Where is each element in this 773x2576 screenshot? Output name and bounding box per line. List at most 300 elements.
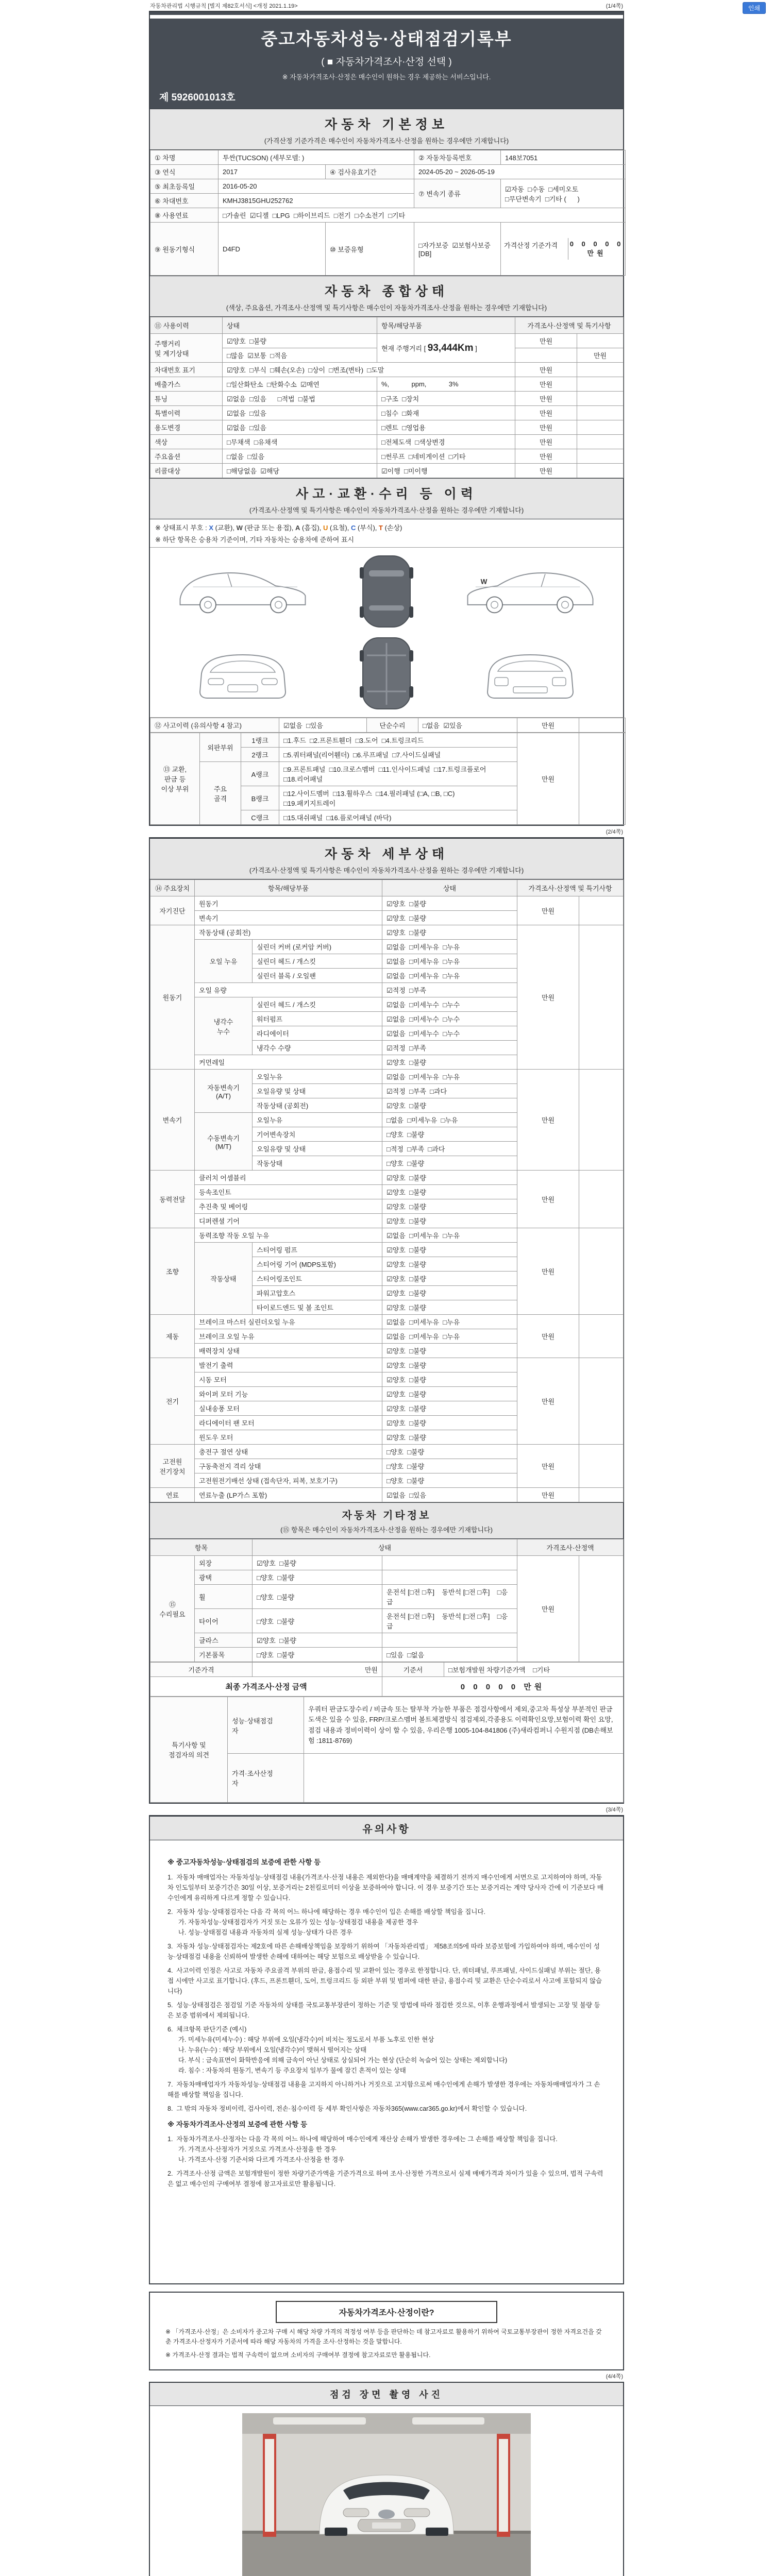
rank2-label: 2랭크 <box>241 748 279 762</box>
device-label: 제동 <box>150 1315 195 1358</box>
item-state: ☑양호 □불량 <box>382 1214 517 1228</box>
group-price: 만원 <box>517 925 579 1070</box>
document <box>149 0 629 2576</box>
item-state: ☑양호 □불량 <box>382 1300 517 1315</box>
panel-exchange-note <box>579 733 626 825</box>
state-symbol-legend: ※ 상태표시 부호 : X (교환), W (판금 또는 용접), A (흠집), U (요철), C (부식), T (손상) <box>155 524 402 532</box>
item-label: 라디에이터 <box>253 1026 382 1041</box>
item-label: 기어변속장치 <box>253 1127 382 1142</box>
item-label: 라디에이터 팬 모터 <box>195 1416 382 1430</box>
item-label: 타이어 <box>195 1609 253 1633</box>
repair-mark-w: W <box>480 578 487 586</box>
item-extra <box>382 1633 517 1648</box>
col-device: ⑭ 주요장치 <box>150 880 195 896</box>
warranty-value: □자가보증 ☑보험사보증 [DB] <box>414 223 501 276</box>
item-label: 추진축 및 베어링 <box>195 1199 382 1214</box>
appraiser-opinion <box>304 1754 624 1803</box>
item-label: 동력조향 작동 오일 누유 <box>195 1228 382 1243</box>
group-price: 만원 <box>517 1358 579 1445</box>
device-label: 변속기 <box>150 1070 195 1171</box>
overall-state-table <box>150 317 624 478</box>
row-state: □없음 □있음 <box>223 449 377 464</box>
item-state: ☑없음 □있음 <box>382 1488 517 1502</box>
row-price: 만원 <box>515 363 577 377</box>
car-diagram-area <box>150 548 623 718</box>
inspector-opinion: 우쿼터 판금도장수리 / 비금속 또는 탈부착 가능한 부품은 점검사항에서 제외,중고차 특성상 부분적인 판금도색은 있을 수 있음, FRP/크로스멤버 볼트체결방식 점검제외,각종용도 이력확인요망,보험이력 확인 요망, 점검 내용과 정비이력이 상이 할 수 있음, 우리은행 1005-104-841806 (주)새라컴퍼니 수원지점 (DB손해보험 :1811-8769) <box>304 1697 624 1754</box>
overall-title: 자동차 종합상태 <box>325 284 448 299</box>
item-state: ☑양호 □불량 <box>382 1185 517 1199</box>
item-label: 원동기 <box>195 896 382 911</box>
row-price-note <box>577 377 624 392</box>
form-meta: 자동차관리법 시행규칙 [별지 제82호서식] <개정 2021.1.19> <box>150 3 298 9</box>
overall-band <box>150 276 623 317</box>
row-price: 만원 <box>515 406 577 420</box>
row-price: 만원 <box>515 435 577 449</box>
transmission-label: ⑦ 변속기 종류 <box>414 179 501 208</box>
col-price: 가격조사·산정액 <box>517 1539 624 1556</box>
row-price: 만원 <box>577 348 624 363</box>
item-state: ☑양호 □불량 <box>382 1055 517 1070</box>
price-definition-lines <box>165 2327 608 2360</box>
notice-item: 4. 사고이력 인정은 사고로 자동차 주요골격 부위의 판금, 용접수리 및 교환이 있는 경우로 한정합니다. 단, 쿼터패널, 루프패널, 사이드실패널 부위는 절단, 용접 시에만 사고로 표기합니다. (후드, 프론트휀더, 도어, 트렁크리드 등 외판 부위 및 범퍼에 대한 판금, 용접수리 및 교환은 단순수리로서 사고에 포함되지 않습니다) <box>167 1967 602 1995</box>
item-state: ☑없음 □미세누수 □누수 <box>382 1012 517 1026</box>
legend-symbol-X: X <box>209 524 213 532</box>
overall-row <box>150 449 624 464</box>
std-price-value: 만원 <box>253 1663 382 1677</box>
item-state: □양호 □불량 <box>382 1445 517 1459</box>
document-title: 중고자동차성능·상태점검기록부 <box>261 29 512 48</box>
item-label: 구동축전지 격리 상태 <box>195 1459 382 1473</box>
notice-item: 8. 그 밖의 자동차 정비이력, 검사이력, 전손·침수이력 등 세부 확인사항은 자동차365(www.car365.go.kr)에서 확인할 수 있습니다. <box>167 2105 527 2112</box>
car-diagram-top-view <box>353 553 420 630</box>
item-state: ☑양호 □불량 <box>382 1286 517 1300</box>
item-label: 스티어링조인트 <box>253 1272 382 1286</box>
item-label: 광택 <box>195 1570 253 1585</box>
item-label: 워터펌프 <box>253 1012 382 1026</box>
page-marker-1: (1/4쪽) <box>606 3 623 9</box>
item-state: ☑양호 □불량 <box>253 1556 382 1570</box>
detail-row <box>150 1070 624 1084</box>
notice-title: 유의사항 <box>362 1824 411 1835</box>
item-label: 변속기 <box>195 911 382 925</box>
final-price-value: 0 0 0 0 0 만원 <box>382 1677 624 1697</box>
item-state: ☑양호 □불량 <box>382 1272 517 1286</box>
notice-item: 2. 가격조사·산정 금액은 보험개발원이 정한 차량기준가액을 기준가격으로 하여 조사·산정한 가격으로서 실제 매매가격과 차이가 있을 수 있으며, 법적 구속력은 없고 매수인의 구매여부 결정에 참고자료로만 활용됩니다. <box>167 2170 603 2188</box>
item-state: ☑양호 □불량 <box>382 911 517 925</box>
row-label: 배출가스 <box>150 377 223 392</box>
item-label: 윈도우 모터 <box>195 1430 382 1445</box>
device-label: 원동기 <box>150 925 195 1070</box>
row-label: 용도변경 <box>150 420 223 435</box>
etc-title: 자동차 기타정보 <box>342 1510 431 1521</box>
notice-item: 2. 자동차 성능·상태점검자는 다음 각 목의 어느 하나에 해당하는 경우 매수인이 입은 손해를 배상할 책임을 집니다. 가. 자동차성능·상태점검자가 거짓 또는 오류가 있는 성능·상태점검 내용을 제공한 경우 나. 성능·상태점검 내용과 자동차의 실제 성능·상태가 다른 경우 <box>167 1908 486 1936</box>
accident-history-table <box>150 718 626 733</box>
overall-row <box>150 420 624 435</box>
notice-item: 1. 자동차 매매업자는 자동차성능·상태점검 내용(가격조사·산정 내용은 제외한다)을 매매계약을 체결하기 전까지 매수인에게 서면으로 고지하여야 하며, 자동차 인도일부터 보증기간은 30일 이상, 보증거리는 2천킬로미터 이상을 보증하여야 합니다. 이 경우 보증기간 또는 보증거리는 계약 당사자 간에 이 기준보다 매수인에게 유리하게 다르게 정할 수 있습니다. <box>167 1873 603 1902</box>
year-value: 2017 <box>219 165 326 179</box>
rankA-label: A랭크 <box>241 762 279 786</box>
etc-subtitle: (⑮ 항목은 매수인이 자동차가격조사·산정을 원하는 경우에만 기재합니다) <box>280 1526 493 1534</box>
rank1-label: 1랭크 <box>241 733 279 748</box>
rankB-items: □12.사이드멤버 □13.휠하우스 □14.필러패널 (□A, □B, □C) □19.패키지트레이 <box>279 786 517 810</box>
row-part: ☑이행 □미이행 <box>377 464 515 478</box>
item-extra <box>382 1570 517 1585</box>
car-diagram-front <box>178 640 307 712</box>
group-price-note <box>579 1070 624 1171</box>
item-state: ☑적정 □부족 <box>382 1041 517 1055</box>
row-state: ☑없음 □있음 □적법 □불법 <box>223 392 377 406</box>
row-state: ☑양호 □부식 □훼손(오손) □상이 □변조(변타) □도말 <box>223 363 515 377</box>
car-diagram-right-side <box>461 553 600 625</box>
etc-row <box>150 1556 624 1570</box>
row-state: □일산화탄소 □탄화수소 ☑매연 <box>223 377 377 392</box>
detail-row <box>150 1228 624 1243</box>
basic-info-title: 자동차 기본정보 <box>325 117 448 132</box>
row-price-note <box>577 363 624 377</box>
detail-band <box>150 838 623 879</box>
notice-item: 7. 자동차매매업자가 자동차성능·상태점검 내용을 고지하지 아니하거나 거짓으로 고지함으로써 매수인에게 손해가 발생한 경우에는 자동차매매업자가 그 손해를 배상할 책임을 집니다. <box>167 2080 600 2098</box>
col-state: 상태 <box>253 1539 517 1556</box>
group-price-note <box>579 1315 624 1358</box>
row-price-note <box>577 435 624 449</box>
item-state: ☑없음 □미세누유 □누유 <box>382 1315 517 1329</box>
col-item: 항목 <box>150 1539 253 1556</box>
inspection-label: ④ 검사유효기간 <box>326 165 414 179</box>
item-extra <box>382 1556 517 1570</box>
item-state: □양호 □불량 <box>253 1585 382 1609</box>
sub-group-label: 작동상태 <box>195 1243 253 1315</box>
repair-group-label: ⑮ 수리필요 <box>150 1556 195 1662</box>
vin-label: ⑥ 차대번호 <box>150 194 219 208</box>
rankC-label: C랭크 <box>241 810 279 825</box>
item-state: □양호 □불량 <box>253 1609 382 1633</box>
row-state: □많음 ☑보통 □적음 <box>223 348 377 363</box>
row-part: □침수 □화재 <box>377 406 515 420</box>
first-reg-label: ⑤ 최초등록일 <box>150 179 219 194</box>
item-state: □양호 □불량 <box>253 1570 382 1585</box>
group-price: 만원 <box>517 1315 579 1358</box>
page-block-3 <box>149 1815 624 2284</box>
accident-history-price: 만원 <box>517 718 579 733</box>
notice-item: 1. 자동차가격조사·산정자는 다음 각 목의 어느 하나에 해당하여 매수인에게 재산상 손해가 발생한 경우에는 그 손해를 배상할 책임을 집니다. 가. 가격조사·산정자가 거짓으로 가격조사·산정을 한 경우 나. 가격조사·산정 기준서와 다르게 가격조사·산정을 한 경우 <box>167 2136 558 2164</box>
item-state: □양호 □불량 <box>382 1127 517 1142</box>
item-label: 냉각수 수량 <box>253 1041 382 1055</box>
legend-symbol-C: C <box>351 524 356 532</box>
year-label: ③ 연식 <box>150 165 219 179</box>
item-state: ☑양호 □불량 <box>382 1358 517 1372</box>
item-label: 브레이크 마스터 실린더오일 누유 <box>195 1315 382 1329</box>
warranty-cell <box>326 223 414 276</box>
item-label: 실내송풍 모터 <box>195 1401 382 1416</box>
detail-subtitle: (가격조사·산정액 및 특기사항은 매수인이 자동차가격조사·산정을 원하는 경우에만 기재합니다) <box>249 867 524 874</box>
row-part: □전체도색 □색상변경 <box>377 435 515 449</box>
row-price-note <box>577 406 624 420</box>
col-item: 항목/해당부품 <box>195 880 382 896</box>
col-price: 가격조사·산정액 및 특기사항 <box>515 317 624 334</box>
opinion-label: 특기사항 및 점검자의 의견 <box>150 1697 228 1803</box>
fuel-label: ⑧ 사용연료 <box>150 208 219 223</box>
vin-value: KMHJ3815GHU252762 <box>219 194 414 208</box>
group-price: 만원 <box>517 896 579 925</box>
device-label: 고전원 전기장치 <box>150 1445 195 1488</box>
item-label: 와이퍼 모터 기능 <box>195 1387 382 1401</box>
item-label: 오일유량 및 상태 <box>253 1142 382 1156</box>
detail-title: 자동차 세부상태 <box>325 847 448 861</box>
item-label: 작동상태 (공회전) <box>253 1098 382 1113</box>
group-price-note <box>579 1445 624 1488</box>
sub-group-label: 오일 누유 <box>195 940 253 983</box>
car-diagram-underbody <box>353 635 420 712</box>
item-state: ☑양호 □불량 <box>382 1430 517 1445</box>
legend-symbol-A: A <box>295 524 300 532</box>
item-label: 오일 유량 <box>195 983 382 997</box>
group-price-note <box>579 1171 624 1228</box>
group-price: 만원 <box>517 1488 579 1502</box>
overall-row <box>150 435 624 449</box>
item-state: ☑양호 □불량 <box>382 896 517 911</box>
item-label: 실린더 커버 (로커암 커버) <box>253 940 382 954</box>
appraiser-label: 가격·조사산정 자 <box>228 1754 304 1803</box>
mileage-value: 93,444Km <box>427 342 474 353</box>
opinion-table <box>150 1697 624 1803</box>
notice-item: 6. 체크항목 판단기준 (예시) 가. 미세누유(미세누수) : 해당 부위에 오일(냉각수)이 비치는 정도로서 부품 노후로 인한 현상 나. 누유(누수) : 해당 부위에서 오일(냉각수)이 맺혀서 떨어지는 상태 다. 부식 : 금속표면이 화학반응에 의해 금속이 아닌 상태로 상실되어 가는 현상 (단순히 녹슬어 있는 상태는 제외합니다) 라. 침수 : 자동차의 원동기, 변속기 등 주요장치 일부가 물에 잠긴 흔적이 있는 상태 <box>167 2025 508 2074</box>
item-state: ☑양호 □불량 <box>382 1098 517 1113</box>
item-state: ☑양호 □불량 <box>382 925 517 940</box>
row-label: 주요옵션 <box>150 449 223 464</box>
accident-history-note <box>579 718 626 733</box>
accident-band <box>150 478 623 519</box>
accident-title: 사고·교환·수리 등 이력 <box>296 487 477 501</box>
device-label: 조향 <box>150 1228 195 1315</box>
row-state: ☑없음 □있음 <box>223 406 377 420</box>
item-label: 연료누출 (LP가스 포함) <box>195 1488 382 1502</box>
notice-body <box>150 1840 623 2283</box>
device-label: 자기진단 <box>150 896 195 925</box>
warranty-label: ⑩ 보증유형 <box>330 245 364 253</box>
item-state: ☑양호 □불량 <box>382 1171 517 1185</box>
inspection-value: 2024-05-20 ~ 2026-05-19 <box>414 165 626 179</box>
price-definition-line: ※ 가격조사·산정 결과는 법적 구속력이 없으며 소비자의 구매여부 결정에 참고자료로만 활용됩니다. <box>165 2351 431 2359</box>
item-state: ☑양호 □불량 <box>382 1344 517 1358</box>
basic-info-subtitle: (가격산정 기준가격은 매수인이 자동차가격조사·산정을 원하는 경우에만 기재합니다) <box>264 137 509 145</box>
panel-exchange-label: ⑬ 교환, 판금 등 이상 부위 <box>150 733 200 825</box>
item-state: ☑없음 □미세누수 □누수 <box>382 1026 517 1041</box>
device-label: 동력전달 <box>150 1171 195 1228</box>
page-marker-2: (2/4쪽) <box>606 829 623 835</box>
row-price-note <box>577 334 624 348</box>
overall-row <box>150 334 624 348</box>
row-part: %, ppm, 3% <box>377 377 515 392</box>
item-state: ☑없음 □미세누유 □누유 <box>382 954 517 969</box>
reg-no-value: 148보7051 <box>501 150 626 165</box>
item-state: ☑양호 □불량 <box>382 1243 517 1257</box>
base-price-value: 0 0 0 0 0 만원 <box>569 240 629 257</box>
group-price-note <box>579 925 624 1070</box>
item-label: 고전원전기배선 상태 (접속단자, 피복, 보호기구) <box>195 1473 382 1488</box>
item-label: 오일누유 <box>253 1113 382 1127</box>
page-block-2 <box>149 837 624 1804</box>
col-usage-history: ⑪ 사용이력 <box>150 317 223 334</box>
item-state: ☑양호 □불량 <box>382 1401 517 1416</box>
transmission-value: ☑자동 □수동 □세미오토 □무단변속기 □기타 ( ) <box>501 179 626 208</box>
notice-item: 5. 성능·상태점검은 점검일 기준 자동차의 상태를 국토교통부장관이 정하는 기준 및 방법에 따라 점검한 것으로, 이후 운행과정에서 발생되는 고장 및 불량 등은 보증 범위에서 제외됩니다. <box>167 2001 600 2019</box>
item-label: 디퍼렌셜 기어 <box>195 1214 382 1228</box>
std-book-label: 기준서 <box>382 1663 444 1677</box>
item-label: 스티어링 기어 (MDPS포함) <box>253 1257 382 1272</box>
item-state: ☑양호 □불량 <box>382 1257 517 1272</box>
item-state: ☑양호 □불량 <box>382 1372 517 1387</box>
etc-band <box>150 1502 623 1539</box>
item-label: 스티어링 펌프 <box>253 1243 382 1257</box>
item-label: 실린더 헤드 / 개스킷 <box>253 954 382 969</box>
frame-group-label: 주요 골격 <box>200 762 241 825</box>
notice-section-heading-2: ※ 자동차가격조사·산정의 보증에 관한 사항 등 <box>167 2120 308 2128</box>
col-state: 상태 <box>223 317 377 334</box>
item-label: 브레이크 오일 누유 <box>195 1329 382 1344</box>
item-state: ☑적정 □부족 □과다 <box>382 1084 517 1098</box>
item-label: 글라스 <box>195 1633 253 1648</box>
group-price-note <box>579 1228 624 1315</box>
notice-section-heading-1: ※ 중고자동차성능·상태점검의 보증에 관한 사항 등 <box>167 1858 321 1866</box>
engine-value: D4FD <box>219 223 326 276</box>
price-select-line: ( ■ 자동차가격조사·산정 선택 ) <box>321 57 452 67</box>
row-price: 만원 <box>515 420 577 435</box>
detail-row <box>150 896 624 911</box>
base-price-cell <box>501 223 629 276</box>
item-extra: 운전석 [□전 □후] 동반석 [□전 □후] □응급 <box>382 1609 517 1633</box>
item-extra: 운전석 [□전 □후] 동반석 [□전 □후] □응급 <box>382 1585 517 1609</box>
item-state: ☑양호 □불량 <box>253 1633 382 1648</box>
item-label: 작동상태 <box>253 1156 382 1171</box>
row-price-note <box>577 464 624 478</box>
row-part: □썬루프 □네비게이션 □기타 <box>377 449 515 464</box>
row-state: □무채색 □유채색 <box>223 435 377 449</box>
price-definition-line: ※ 「가격조사·산정」은 소비자가 중고차 구매 시 해당 차량 가격의 적정성 여부 등을 판단하는 데 참고자료로 활용하기 위하여 국토교통부장관이 정한 자격요건을 갖춘 가격조사·산정자가 기준서에 따라 해당 자동차의 가격을 조사·산정하는 것을 말합니다. <box>165 2328 602 2345</box>
row-part: 현재 주행거리 [ 93,444Km ] <box>377 334 515 363</box>
panel-exchange-price: 만원 <box>517 733 579 825</box>
sub-group-label: 자동변속기 (A/T) <box>195 1070 253 1113</box>
item-label: 작동상태 (공회전) <box>195 925 382 940</box>
overall-row <box>150 377 624 392</box>
price-definition-block <box>149 2292 624 2370</box>
overall-row <box>150 406 624 420</box>
basic-info-band <box>150 109 623 150</box>
row-part <box>515 348 577 363</box>
car-diagram-rear <box>466 640 595 712</box>
item-label: 시동 모터 <box>195 1372 382 1387</box>
item-state: □없음 □미세누유 □누유 <box>382 1113 517 1127</box>
detail-row <box>150 1358 624 1372</box>
legend-symbol-W: W <box>236 524 243 532</box>
item-state: □양호 □불량 <box>382 1473 517 1488</box>
row-price: 만원 <box>515 449 577 464</box>
item-label: 오일누유 <box>253 1070 382 1084</box>
document-number: 제 5926001013호 <box>159 92 236 103</box>
item-state: ☑양호 □불량 <box>382 1416 517 1430</box>
engine-label: ⑨ 원동기형식 <box>150 223 219 276</box>
col-state: 상태 <box>382 880 517 896</box>
simple-repair-label: 단순수리 <box>367 718 418 733</box>
item-state: ☑없음 □미세누유 □누유 <box>382 1228 517 1243</box>
page-marker-4: (4/4쪽) <box>606 2373 623 2380</box>
item-label: 실린더 헤드 / 개스킷 <box>253 997 382 1012</box>
item-label: 파워고압호스 <box>253 1286 382 1300</box>
item-state: □적정 □부족 □과다 <box>382 1142 517 1156</box>
notice-item: 3. 자동차 성능·상태점검자는 제2호에 따른 손해배상책임을 보장하기 위하여 「자동차관리법」 제58조의5에 따라 보증보험에 가입하여야 하며, 매수인이 성능·상태점검 내용을 신뢰하여 발생한 손해에 대하여는 해당 보험으로 배상받을 수 있습니다. <box>167 1942 600 1960</box>
item-label: 발전기 출력 <box>195 1358 382 1372</box>
row-price-note <box>577 420 624 435</box>
item-state: □양호 □불량 <box>382 1156 517 1171</box>
item-state: ☑없음 □미세누유 □누유 <box>382 1329 517 1344</box>
row-label: 차대번호 표기 <box>150 363 223 377</box>
fuel-value: □가솔린 ☑디젤 □LPG □하이브리드 □전기 □수소전기 □기타 <box>219 208 626 223</box>
price-definition-title: 자동차가격조사·산정이란? <box>276 2301 497 2323</box>
page-block-1 <box>149 11 629 826</box>
row-price-note <box>577 392 624 406</box>
row-state: □해당없음 ☑해당 <box>223 464 377 478</box>
row-price: 만원 <box>515 464 577 478</box>
row-label: 리콜대상 <box>150 464 223 478</box>
legend-symbol-U: U <box>323 524 328 532</box>
overall-subtitle: (색상, 주요옵션, 가격조사·산정액 및 특기사항은 매수인이 자동차가격조사·산정을 원하는 경우에만 기재합니다) <box>226 304 547 312</box>
device-label: 전기 <box>150 1358 195 1445</box>
col-part: 항목/해당부품 <box>377 317 515 334</box>
rank1-items: □1.후드 □2.프론트휀더 □3.도어 □4.트렁크리드 <box>279 733 517 748</box>
row-state: ☑양호 □불량 <box>223 334 377 348</box>
item-label: 실린더 블록 / 오일팬 <box>253 969 382 983</box>
photo-section-title: 점검 장면 촬영 사진 <box>150 2383 623 2406</box>
inspector-label: 성능·상태점검 자 <box>228 1697 304 1754</box>
detail-row <box>150 1488 624 1502</box>
sub-group-label: 냉각수 누수 <box>195 997 253 1055</box>
overall-row <box>150 464 624 478</box>
inspection-photo-front <box>242 2413 531 2576</box>
col-price: 가격조사·산정액 및 특기사항 <box>517 880 624 896</box>
page-marker-3: (3/4쪽) <box>606 1807 623 1813</box>
item-label: 외장 <box>195 1556 253 1570</box>
item-label: 휠 <box>195 1585 253 1609</box>
accident-history-label: ⑫ 사고이력 (유의사항 4 참고) <box>150 718 279 733</box>
item-label: 커먼레일 <box>195 1055 382 1070</box>
rankC-items: □15.대쉬패널 □16.플로어패널 (바닥) <box>279 810 517 825</box>
overall-row <box>150 363 624 377</box>
group-price: 만원 <box>517 1445 579 1488</box>
notice-band <box>150 1816 623 1840</box>
panel-exchange-table <box>150 733 626 825</box>
item-state: ☑양호 □불량 <box>382 1199 517 1214</box>
page-block-4 <box>149 2382 624 2576</box>
detail-row <box>150 925 624 940</box>
item-label: 등속조인트 <box>195 1185 382 1199</box>
group-price: 만원 <box>517 1228 579 1315</box>
base-price-table <box>150 1662 624 1697</box>
rankA-items: □9.프론트패널 □10.크로스멤버 □11.인사이드패널 □17.트렁크플로어 □18.리어패널 <box>279 762 517 786</box>
device-label: 연료 <box>150 1488 195 1502</box>
print-button[interactable]: 인쇄 <box>743 2 766 14</box>
item-label: 기본품목 <box>195 1648 253 1662</box>
group-price-note <box>579 1488 624 1502</box>
row-price-note <box>577 449 624 464</box>
sub-group-label: 수동변속기 (M/T) <box>195 1113 253 1171</box>
detail-row <box>150 1445 624 1459</box>
etc-info-table <box>150 1539 624 1662</box>
accident-history-value: ☑없음 □있음 <box>279 718 367 733</box>
group-price-note <box>579 1556 624 1662</box>
row-label: 특별이력 <box>150 406 223 420</box>
row-label: 색상 <box>150 435 223 449</box>
row-part: □구조 □장치 <box>377 392 515 406</box>
item-state: ☑적정 □부족 <box>382 983 517 997</box>
